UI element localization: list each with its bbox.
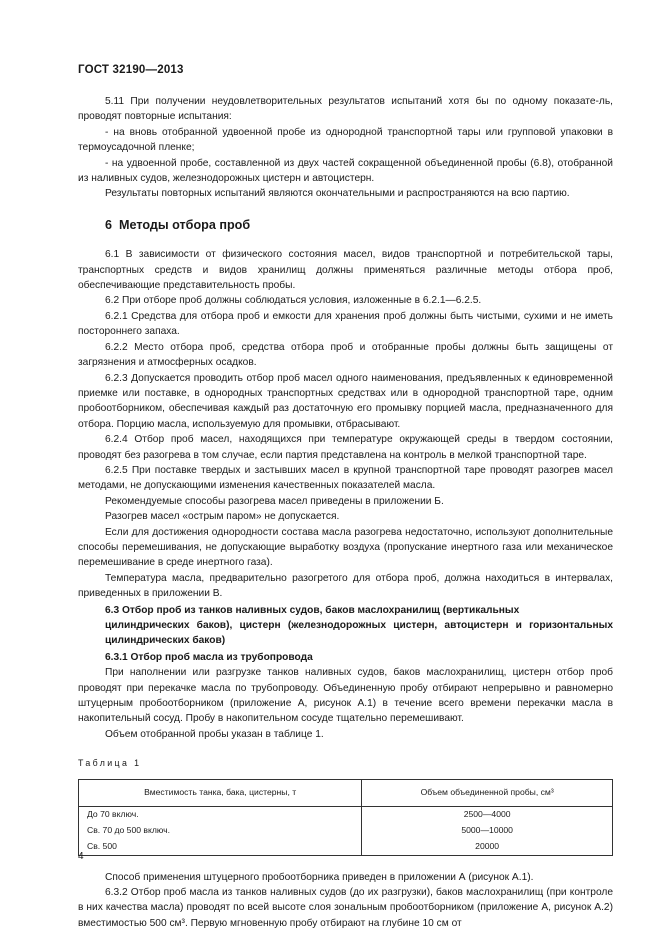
paragraph-item: Объем отобранной пробы указан в таблице 1. xyxy=(105,728,324,740)
paragraph-6-3-2: 6.3.2 Отбор проб масла из танков наливных судов (до их разгрузки), баков маслохранилищ (при контроле в них качества масла) проводят по всей высоте слоя зональным пробоотборником (приложение А, рисунок А.2) вместимостью 500 см³. Первую мгновенную пробу отбирают на глубине 10 см от xyxy=(78,887,613,929)
section-6-heading xyxy=(105,218,613,233)
paragraph-item: Температура масла, предварительно разогретого для отбора проб, должна находиться в интервалах, приведенных в приложении В. xyxy=(78,572,613,600)
paragraph-6-1: 6.1 В зависимости от физического состояния масел, видов транспортной и потребительской тары, транспортных средств и видов хранилищ должны применяться различные методы отбора проб, обеспечивающие представительность пробы. xyxy=(78,249,613,292)
table-header-volume: Объем объединенной пробы, см³ xyxy=(362,779,613,806)
table-cell-volume: 20000 xyxy=(362,839,613,856)
table-cell-capacity: Св. 500 xyxy=(79,839,362,856)
paragraph-item: Способ применения штуцерного пробоотборника приведен в приложении А (рисунок А.1). xyxy=(105,871,534,883)
paragraph-6-2: 6.2 При отборе проб должны соблюдаться условия, изложенные в 6.2.1—6.2.5. xyxy=(105,295,482,307)
table-cell-volume: 2500—4000 xyxy=(362,806,613,823)
paragraph-item: Рекомендуемые способы разогрева масел приведены в приложении Б. xyxy=(105,495,444,507)
table-header-capacity: Вместимость танка, бака, цистерны, т xyxy=(79,779,362,806)
paragraph-item: - на удвоенной пробе, составленной из двух частей сокращенной объединенной пробы (6.8), отобранной из наливных судов, железнодорожных цистерн и автоцистерн. xyxy=(78,157,613,185)
table-caption: Таблица 1 xyxy=(78,758,142,769)
paragraph-6-2-3: 6.2.3 Допускается проводить отбор проб масел одного наименования, предъявленных к единовременной приемке или поставке, в однородных транспортных средствах или в однородной транспортной таре, одним пробоотборником, обеспечивая каждый раз достаточную его промывку порцией масла, предназначенного для отбора. Порцию масла, используемую для промывки, отбрасывают. xyxy=(78,372,613,430)
page-number: 4 xyxy=(78,851,84,862)
page-content xyxy=(78,94,613,931)
table-row xyxy=(79,806,613,823)
table-header-row xyxy=(79,779,613,806)
subsection-6-3-line2: цилиндрических баков), цистерн (железнодорожных цистерн, автоцистерн и горизонтальных цилиндрических баков) xyxy=(105,620,613,647)
paragraph-item: Разогрев масел «острым паром» не допускается. xyxy=(105,511,340,523)
section-title: Методы отбора проб xyxy=(119,217,251,232)
table-cell-capacity: Св. 70 до 500 включ. xyxy=(79,823,362,839)
subsection-6-3-line1: 6.3 Отбор проб из танков наливных судов, баков маслохранилищ (вертикальных xyxy=(105,604,520,616)
table-1 xyxy=(78,779,613,856)
section-number: 6 xyxy=(105,217,113,232)
subsection-6-3-1-heading: 6.3.1 Отбор проб масла из трубопровода xyxy=(105,651,313,663)
paragraph-6-2-1: 6.2.1 Средства для отбора проб и емкости для хранения проб должны быть чистыми, сухими и не иметь постороннего запаха. xyxy=(78,310,613,338)
paragraph-item: - на вновь отобранной удвоенной пробе из однородной транспортной тары или групповой упаковки в термоусадочной пленке; xyxy=(78,126,613,154)
paragraph-item: Результаты повторных испытаний являются окончательными и распространяются на всю партию. xyxy=(105,188,570,200)
paragraph-6-2-2: 6.2.2 Место отбора проб, средства отбора проб и отобранные пробы должны быть защищены от загрязнения и атмосферных осадков. xyxy=(78,341,613,369)
table-cell-capacity: До 70 включ. xyxy=(79,806,362,823)
document-header: ГОСТ 32190—2013 xyxy=(78,64,184,76)
paragraph-5-11: 5.11 При получении неудовлетворительных результатов испытаний хотя бы по одному показате-ль, проводят повторные испытания: xyxy=(78,96,613,123)
subsection-6-3-heading xyxy=(78,603,613,649)
paragraph-6-2-5: 6.2.5 При поставке твердых и застывших масел в крупной транспортной таре проводят разогрев масел методами, не допускающими изменения качественных показателей масла. xyxy=(78,464,613,492)
paragraph-item: При наполнении или разгрузке танков наливных судов, баков маслохранилищ, цистерн отбор проб проводят при перекачке масла по трубопроводу. Объединенную пробу отбирают непрерывно и равномерно штуцерным пробоотборником (приложение А, рисунок А.1) в течение всего времени перекачки масла в накопительный сосуд. Пробу в накопительном сосуде тщательно перемешивают. xyxy=(78,667,613,725)
table-row xyxy=(79,839,613,856)
table-cell-volume: 5000—10000 xyxy=(362,823,613,839)
paragraph-item: Если для достижения однородности состава масла разогрева недостаточно, используют дополнительные способы перемешивания, не допускающие выработку воздуха (пропускание инертного газа или механическое перемешивание в среде инертного газа). xyxy=(78,526,613,569)
table-row xyxy=(79,823,613,839)
paragraph-6-2-4: 6.2.4 Отбор проб масел, находящихся при температуре окружающей среды в твердом состоянии, проводят без разогрева в том случае, если партия представлена на контроль в мелкой транспортной таре. xyxy=(78,434,613,461)
